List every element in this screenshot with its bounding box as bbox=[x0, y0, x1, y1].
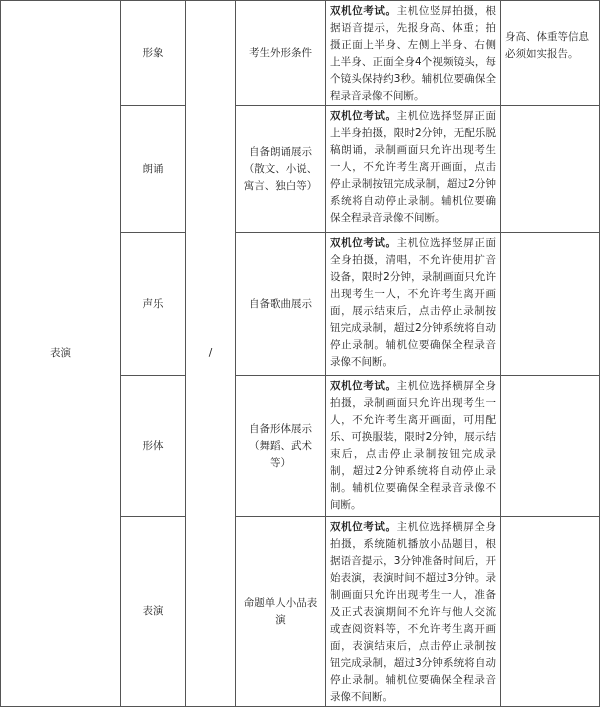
requirement-text: 主机位选择竖屏正面全身拍摄，清唱，不允许使用扩音设备，限时2分钟，录制画面只允许出现考生一人，不允许考生离开画面，展示结束后，点击停止录制按钮完成录制，超过2分钟系统将自动停止录制。辅机位要确保全程录音录像不间断。 bbox=[330, 237, 497, 368]
requirement-text: 主机位选择横屏全身拍摄，录制画面只允许出现考生一人，不允许考生离开画面，可用配乐、可换服装，限时2分钟，展示结束后，点击停止录制按钮完成录制，超过2分钟系统将自动停止录制。辅机位要确保全程录音录像不间断。 bbox=[330, 380, 497, 511]
requirement-text: 主机位选择横屏全身拍摄，系统随机播放小品题目，根据语音提示，3分钟准备时间后，开始表演，表演时间不超过3分钟。录制画面只允许出现考生一人，准备及正式表演期间不允许与他人交流或查阅资料等，不允许考生离开画面，表演结束后，点击停止录制按钮完成录制，超过3分钟系统将自动停止录制。辅机位要确保全程录音录像不间断。 bbox=[330, 521, 497, 703]
content-cell: 自备歌曲展示 bbox=[236, 233, 326, 376]
requirement-cell bbox=[326, 106, 501, 233]
requirement-cell bbox=[326, 376, 501, 517]
requirement-text: 主机位选择竖屏正面上半身拍摄，限时2分钟，无配乐脱稿朗诵，录制画面只允许出现考生一人，不允许考生离开画面，点击停止录制按钮完成录制，超过2分钟系统将自动停止录制。辅机位要确保全程录音录像不间断。 bbox=[330, 110, 497, 224]
note-cell bbox=[501, 233, 600, 376]
note-cell bbox=[501, 517, 600, 707]
requirement-lead: 双机位考试。 bbox=[330, 5, 397, 17]
category-cell: 表演 bbox=[1, 1, 121, 707]
requirement-lead: 双机位考试。 bbox=[330, 380, 397, 392]
requirement-text: 主机位竖屏拍摄，根据语音提示，先报身高、体重；拍摄正面上半身、左侧上半身、右侧上半身、正面全身4个视频镜头，每个镜头保持约3秒。辅机位要确保全程录音录像不间断。 bbox=[330, 5, 497, 102]
item-cell: 形象 bbox=[121, 1, 186, 106]
item-cell: 形体 bbox=[121, 376, 186, 517]
requirement-lead: 双机位考试。 bbox=[330, 521, 397, 533]
requirement-cell bbox=[326, 233, 501, 376]
requirement-cell bbox=[326, 517, 501, 707]
slash-cell: / bbox=[186, 1, 236, 707]
item-cell: 声乐 bbox=[121, 233, 186, 376]
content-cell: 命题单人小品表演 bbox=[236, 517, 326, 707]
requirement-lead: 双机位考试。 bbox=[330, 237, 397, 249]
note-cell bbox=[501, 376, 600, 517]
content-cell: 考生外形条件 bbox=[236, 1, 326, 106]
item-cell: 朗诵 bbox=[121, 106, 186, 233]
content-cell: 自备形体展示（舞蹈、武术等） bbox=[236, 376, 326, 517]
note-cell bbox=[501, 106, 600, 233]
content-cell: 自备朗诵展示（散文、小说、寓言、独白等） bbox=[236, 106, 326, 233]
requirement-cell bbox=[326, 1, 501, 106]
requirement-lead: 双机位考试。 bbox=[330, 110, 397, 122]
item-cell: 表演 bbox=[121, 517, 186, 707]
table-row bbox=[1, 1, 600, 106]
note-cell: 身高、体重等信息必须如实报告。 bbox=[501, 1, 600, 106]
